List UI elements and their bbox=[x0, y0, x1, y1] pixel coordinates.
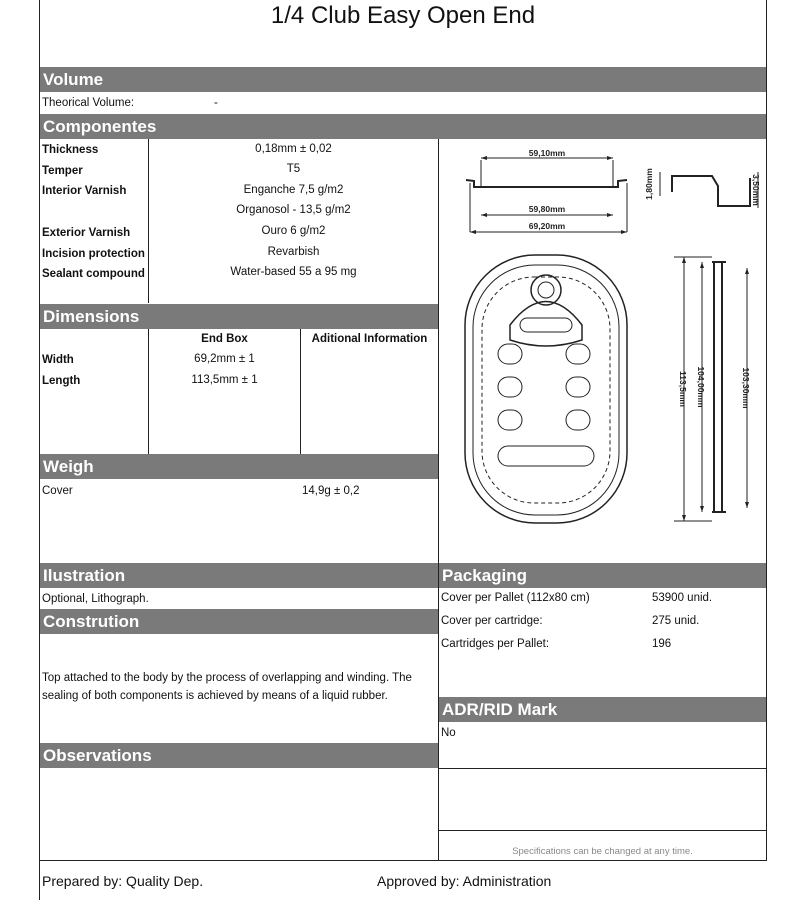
interior-varnish-value-2: Organosol - 13,5 g/m2 bbox=[236, 204, 351, 216]
dimensions-col-divider-1 bbox=[148, 329, 149, 454]
exterior-varnish-label: Exterior Varnish bbox=[42, 227, 131, 239]
illustration-text: Optional, Lithograph. bbox=[42, 593, 149, 605]
cartridge-value: 275 unid. bbox=[652, 615, 700, 627]
construction-heading: Constrution bbox=[40, 609, 438, 634]
sealant-value: Water-based 55 a 95 mg bbox=[230, 266, 357, 278]
dim-profile-a-label: 1,80mm bbox=[644, 168, 654, 200]
end-top-view bbox=[465, 255, 627, 523]
volume-label: Theorical Volume: bbox=[42, 97, 135, 109]
illustration-heading: Ilustration bbox=[40, 563, 438, 588]
cartridge-label: Cover per cartridge: bbox=[441, 615, 543, 627]
additional-info-header: Aditional Information bbox=[311, 333, 428, 345]
dim-mid-label: 59,80mm bbox=[528, 204, 566, 214]
exterior-varnish-value: Ouro 6 g/m2 bbox=[261, 225, 326, 237]
volume-value: - bbox=[214, 97, 218, 109]
right-bottom-line bbox=[439, 830, 766, 831]
approved-by: Approved by: Administration bbox=[377, 873, 552, 889]
width-label: Width bbox=[42, 354, 74, 366]
end-side-view bbox=[712, 262, 726, 512]
weigh-heading: Weigh bbox=[40, 454, 438, 479]
technical-drawing bbox=[439, 139, 766, 563]
construction-text-2: sealing of both components is achieved by means of a liquid rubber. bbox=[42, 690, 388, 702]
footer-line bbox=[39, 860, 767, 861]
frame-right bbox=[766, 0, 767, 860]
adr-heading: ADR/RID Mark bbox=[439, 697, 766, 722]
dim-len-c-label: 103,30mm bbox=[741, 367, 751, 409]
thickness-value: 0,18mm ± 0,02 bbox=[255, 143, 332, 155]
prepared-by: Prepared by: Quality Dep. bbox=[42, 873, 204, 889]
dim-top-label: 59,10mm bbox=[528, 148, 566, 158]
construction-text-1: Top attached to the body by the process of overlapping and winding. The bbox=[42, 672, 412, 684]
page-title: 1/4 Club Easy Open End bbox=[270, 2, 536, 29]
sealant-label: Sealant compound bbox=[42, 268, 145, 280]
components-heading: Componentes bbox=[40, 114, 766, 139]
adr-value: No bbox=[441, 727, 456, 739]
pallet-value: 53900 unid. bbox=[652, 592, 713, 604]
spec-note: Specifications can be changed at any time. bbox=[512, 846, 693, 857]
dim-len-b-label: 104,00mm bbox=[696, 366, 706, 408]
cartridges-pallet-label: Cartridges per Pallet: bbox=[441, 638, 550, 650]
width-value: 69,2mm ± 1 bbox=[194, 353, 255, 365]
dimensions-col-divider-2 bbox=[300, 329, 301, 454]
adr-bottom-line bbox=[439, 768, 766, 769]
pallet-label: Cover per Pallet (112x80 cm) bbox=[441, 592, 590, 604]
length-label: Length bbox=[42, 375, 81, 387]
cartridges-pallet-value: 196 bbox=[652, 638, 672, 650]
dim-len-a-label: 113,5mm bbox=[678, 371, 688, 407]
temper-value: T5 bbox=[286, 163, 301, 175]
thickness-label: Thickness bbox=[42, 144, 99, 156]
incision-protection-label: Incision protection bbox=[42, 248, 145, 260]
interior-varnish-label: Interior Varnish bbox=[42, 185, 127, 197]
temper-label: Temper bbox=[42, 165, 83, 177]
end-profile bbox=[466, 180, 627, 187]
dim-bottom-label: 69,20mm bbox=[528, 221, 566, 231]
packaging-heading: Packaging bbox=[439, 563, 766, 588]
observations-heading: Observations bbox=[40, 743, 438, 768]
volume-heading: Volume bbox=[40, 67, 766, 92]
interior-varnish-value: Enganche 7,5 g/m2 bbox=[243, 184, 344, 196]
dim-profile-b-label: 3,50mm bbox=[751, 174, 761, 206]
seam-profile bbox=[672, 176, 750, 206]
endbox-header: End Box bbox=[201, 333, 248, 345]
length-value: 113,5mm ± 1 bbox=[191, 374, 258, 386]
incision-protection-value: Revarbish bbox=[267, 246, 320, 258]
dimensions-heading: Dimensions bbox=[40, 304, 438, 329]
weigh-label: Cover bbox=[42, 485, 73, 497]
weigh-value: 14,9g ± 0,2 bbox=[302, 485, 360, 497]
